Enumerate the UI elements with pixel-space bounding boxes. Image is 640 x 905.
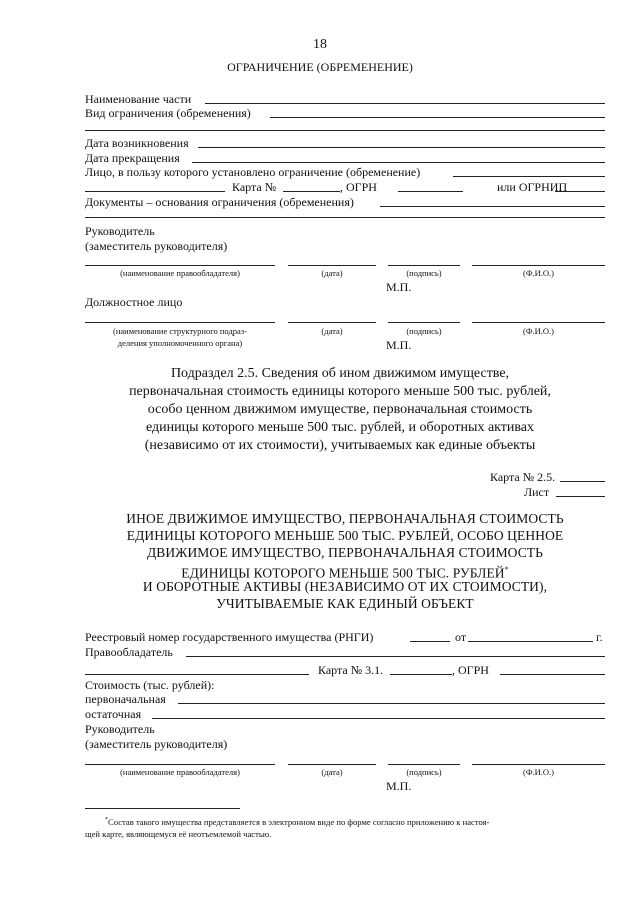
label-registry-no: Реестровый номер государственного имущества (РНГИ) — [85, 630, 374, 644]
field-sheet[interactable] — [556, 496, 605, 497]
label-head-deputy: (заместитель руководителя) — [85, 239, 228, 253]
field-owner[interactable] — [186, 656, 605, 657]
sig1-signature-line[interactable] — [388, 265, 460, 266]
field-restriction-type-cont[interactable] — [85, 130, 605, 131]
section2-title-2: ЕДИНИЦЫ КОТОРОГО МЕНЬШЕ 500 ТЫС. РУБЛЕЙ, ОСОБО ЦЕННОЕ — [126, 528, 564, 543]
label-ogrn: , ОГРН — [340, 180, 377, 194]
field-ogrn[interactable] — [398, 191, 463, 192]
stamp-place-3: М.П. — [386, 779, 412, 793]
field-card-31[interactable] — [390, 674, 452, 675]
caption-fio: (Ф.И.О.) — [522, 268, 555, 278]
field-documents[interactable] — [380, 206, 605, 207]
sig2-signature-line[interactable] — [388, 322, 460, 323]
section2-title-3: ДВИЖИМОЕ ИМУЩЕСТВО, ПЕРВОНАЧАЛЬНАЯ СТОИМОСТЬ — [146, 545, 544, 560]
caption-owner-name-3: (наименование правообладателя) — [120, 767, 240, 777]
field-owner-cont[interactable] — [85, 674, 309, 675]
subsection-heading-5: (независимо от их стоимости), учитываемых как единые объекты — [144, 438, 536, 453]
label-residual: остаточная — [85, 707, 142, 721]
label-year: г. — [596, 630, 603, 644]
section2-title-6: УЧИТЫВАЕМЫЕ КАК ЕДИНЫЙ ОБЪЕКТ — [216, 596, 474, 611]
section2-title-1: ИНОЕ ДВИЖИМОЕ ИМУЩЕСТВО, ПЕРВОНАЧАЛЬНАЯ СТОИМОСТЬ — [126, 511, 564, 526]
label-card-31: Карта № 3.1. — [318, 663, 384, 677]
subsection-heading-4: единицы которого меньше 500 тыс. рублей, и оборотных активах — [145, 420, 535, 435]
sig3-owner-line[interactable] — [85, 764, 275, 765]
section2-title-4: ЕДИНИЦЫ КОТОРОГО МЕНЬШЕ 500 ТЫС. РУБЛЕЙ* — [181, 565, 509, 581]
field-documents-cont[interactable] — [85, 217, 605, 218]
caption-fio-3: (Ф.И.О.) — [522, 767, 555, 777]
subsection-heading-2: первоначальная стоимость единицы которого меньше 500 тыс. рублей, — [129, 384, 551, 399]
field-beneficiary-name[interactable] — [85, 191, 225, 192]
label-from: от — [455, 630, 467, 644]
caption-org-1: (наименование структурного подраз- — [113, 326, 247, 336]
sig3-fio-line[interactable] — [472, 764, 605, 765]
caption-signature-3: (подпись) — [406, 767, 442, 777]
restriction-title: ОГРАНИЧЕНИЕ (ОБРЕМЕНЕНИЕ) — [227, 60, 413, 74]
field-from-date[interactable] — [468, 641, 593, 642]
label-ogrnip: или ОГРНИП — [497, 180, 568, 194]
field-residual[interactable] — [152, 718, 605, 719]
field-registry-no[interactable] — [410, 641, 450, 642]
caption-date-2: (дата) — [321, 326, 343, 336]
label-restriction-type: Вид ограничения (обременения) — [85, 106, 251, 120]
label-head: Руководитель — [85, 224, 155, 238]
subsection-heading-1: Подраздел 2.5. Сведения об ином движимом имуществе, — [170, 366, 510, 381]
field-name-of-part[interactable] — [205, 103, 605, 104]
footnote-line-2: щей карте, являющемуся её неотъемлемой частью. — [85, 829, 272, 839]
field-ogrnip[interactable] — [555, 191, 605, 192]
sig3-date-line[interactable] — [288, 764, 376, 765]
label-initial: первоначальная — [85, 692, 166, 706]
label-date-end: Дата прекращения — [85, 151, 180, 165]
section2-title-5: И ОБОРОТНЫЕ АКТИВЫ (НЕЗАВИСИМО ОТ ИХ СТОИМОСТИ), — [142, 579, 548, 594]
label-cost: Стоимость (тыс. рублей): — [85, 678, 215, 692]
caption-org-2: деления уполномоченного органа) — [117, 338, 243, 348]
caption-date: (дата) — [321, 268, 343, 278]
label-ogrn-2: , ОГРН — [452, 663, 489, 677]
label-name-of-part: Наименование части — [85, 92, 192, 106]
caption-fio-2: (Ф.И.О.) — [522, 326, 555, 336]
caption-signature: (подпись) — [406, 268, 442, 278]
sig1-fio-line[interactable] — [472, 265, 605, 266]
label-head-2: Руководитель — [85, 722, 155, 736]
stamp-place-2: М.П. — [386, 338, 412, 352]
caption-owner-name: (наименование правообладателя) — [120, 268, 240, 278]
label-beneficiary: Лицо, в пользу которого установлено ограничение (обременение) — [85, 165, 421, 179]
field-beneficiary[interactable] — [453, 176, 605, 177]
label-card-no: Карта № — [232, 180, 277, 194]
caption-date-3: (дата) — [321, 767, 343, 777]
field-ogrn-2[interactable] — [500, 674, 605, 675]
footnote-line-1: *Состав такого имущества представляется в электронном виде по форме согласно приложению к настоя- — [105, 816, 490, 827]
label-sheet: Лист — [524, 485, 550, 499]
field-initial[interactable] — [178, 703, 605, 704]
sig1-owner-line[interactable] — [85, 265, 275, 266]
field-card-25[interactable] — [560, 481, 605, 482]
label-owner: Правообладатель — [85, 645, 173, 659]
label-documents: Документы – основания ограничения (обременения) — [85, 195, 354, 209]
sig2-date-line[interactable] — [288, 322, 376, 323]
sig1-date-line[interactable] — [288, 265, 376, 266]
caption-signature-2: (подпись) — [406, 326, 442, 336]
field-card-no[interactable] — [283, 191, 340, 192]
sig2-org-line[interactable] — [85, 322, 275, 323]
field-restriction-type[interactable] — [270, 117, 605, 118]
field-date-end[interactable] — [192, 162, 605, 163]
page-number: 18 — [313, 37, 327, 52]
stamp-place: М.П. — [386, 280, 412, 294]
footnote-separator — [85, 808, 240, 809]
label-head-deputy-2: (заместитель руководителя) — [85, 737, 228, 751]
sig2-fio-line[interactable] — [472, 322, 605, 323]
field-date-origin[interactable] — [198, 147, 605, 148]
label-official: Должностное лицо — [85, 295, 183, 309]
sig3-signature-line[interactable] — [388, 764, 460, 765]
label-date-origin: Дата возникновения — [85, 136, 189, 150]
label-card-25: Карта № 2.5. — [490, 470, 556, 484]
subsection-heading-3: особо ценном движимом имуществе, первоначальная стоимость — [147, 402, 533, 417]
